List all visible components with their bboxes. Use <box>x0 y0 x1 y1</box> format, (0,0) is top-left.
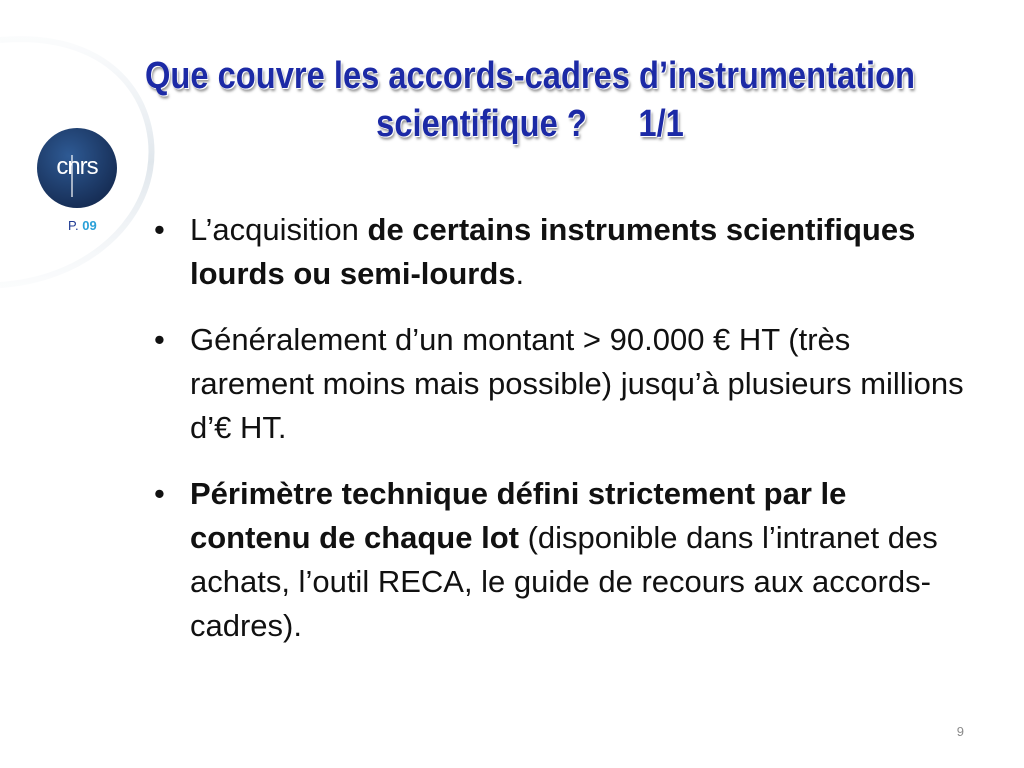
bullet-text: (disponible dans l’intranet des achats, l’outil RECA, le guide de recours aux accords-cadres). <box>190 520 938 643</box>
slide-number: 9 <box>956 724 964 739</box>
title-line-1: Que couvre les accords-cadres d’instrumentation <box>144 55 916 97</box>
bullet-marker: • <box>154 322 165 357</box>
bullet-item <box>154 472 974 648</box>
bullet-text: L’acquisition <box>190 212 368 247</box>
title-line-2-text: scientifique ? <box>376 103 587 145</box>
page-ref-prefix: P. <box>68 218 79 233</box>
bullet-text: . <box>515 256 525 291</box>
bullet-item <box>154 318 974 450</box>
svg-text:cnrs: cnrs <box>56 153 98 180</box>
bullet-marker: • <box>154 476 165 511</box>
page-ref-number: 09 <box>82 218 97 233</box>
cnrs-logo <box>34 125 120 211</box>
bullet-text-bold: Périmètre technique défini strictement par le contenu de chaque lot <box>190 476 847 555</box>
bullet-item <box>154 208 974 296</box>
bullet-marker: • <box>154 212 165 247</box>
title-line-2 <box>143 100 917 148</box>
bullet-text-bold: de certains instruments scientifiques lourds ou semi-lourds <box>190 212 916 291</box>
title-page-indicator: 1/1 <box>638 103 684 145</box>
bullet-list <box>154 208 974 670</box>
slide-title <box>143 52 917 148</box>
bullet-text: Généralement d’un montant > 90.000 € HT (très rarement moins mais possible) jusqu’à plusieurs millions d’€ HT. <box>190 322 964 445</box>
page-reference <box>68 218 97 233</box>
